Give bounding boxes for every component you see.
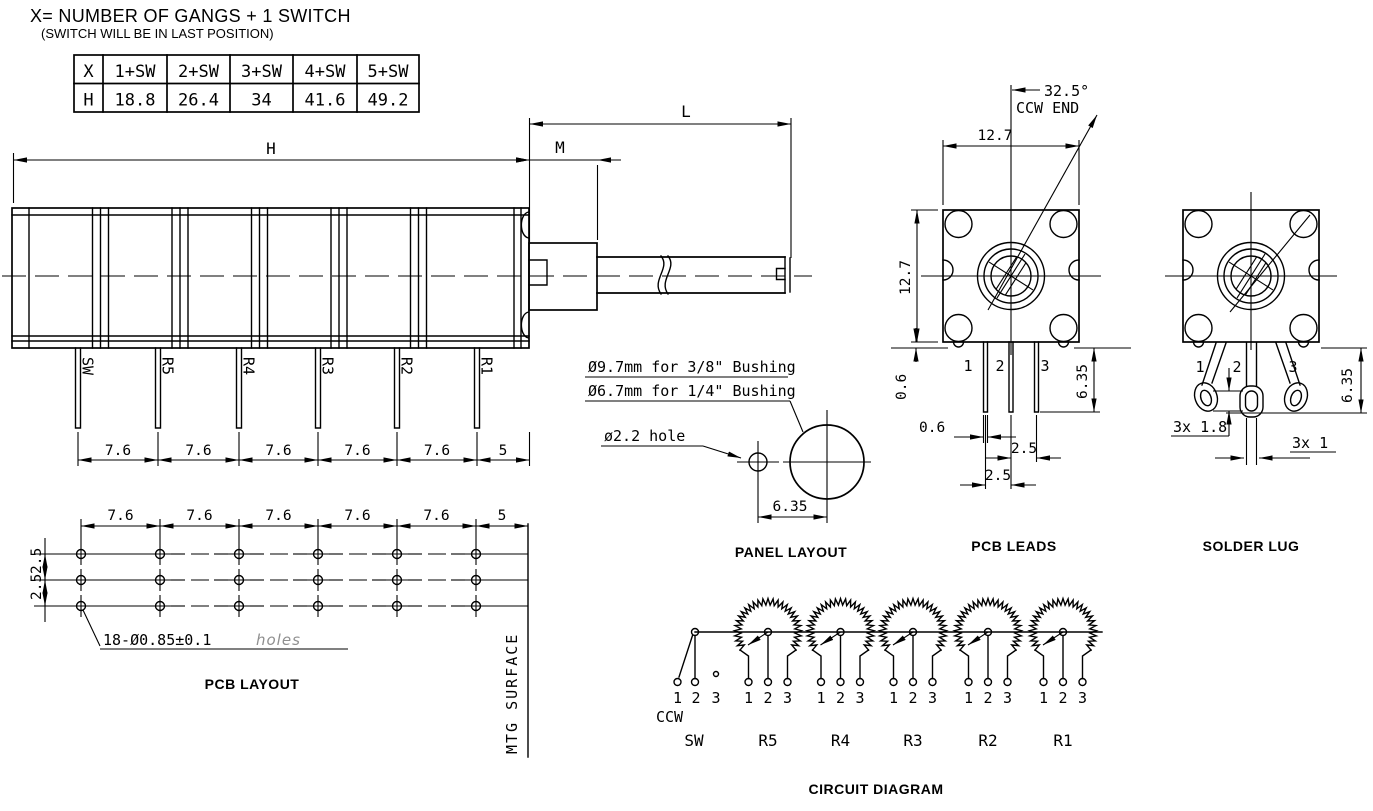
panel-layout-caption: PANEL LAYOUT — [734, 544, 848, 560]
svg-text:2.5: 2.5 — [1010, 441, 1038, 457]
ccw-end-label: CCW END — [1016, 99, 1080, 117]
table-cell: 3+SW — [241, 62, 282, 82]
pin-number: 3 — [1040, 357, 1050, 375]
pin-label: R4 — [239, 357, 258, 376]
svg-text:7.6: 7.6 — [107, 508, 134, 524]
table-cell: 18.8 — [114, 90, 156, 111]
svg-text:7.6: 7.6 — [423, 443, 451, 459]
svg-text:2.5: 2.5 — [29, 547, 45, 574]
pot-label: R4 — [830, 731, 851, 750]
switch-symbol — [656, 629, 721, 751]
svg-text:MTG SURFACE: MTG SURFACE — [503, 632, 521, 754]
dim-pitch-23 — [986, 415, 1061, 462]
table-row-header: H — [83, 90, 94, 111]
pin-label: R1 — [477, 357, 496, 376]
pin-spacing-dims — [78, 432, 530, 466]
side-view — [2, 102, 812, 466]
dim-hole-offset — [758, 499, 827, 517]
svg-text:0.6: 0.6 — [919, 420, 946, 436]
mount-clip-bottom — [521, 312, 528, 338]
holes-note — [83, 610, 348, 649]
svg-text:2: 2 — [908, 689, 918, 707]
svg-text:3: 3 — [1002, 689, 1013, 707]
dim-H — [14, 118, 530, 242]
svg-text:5: 5 — [497, 508, 507, 524]
circuit-diagram — [656, 599, 1102, 798]
svg-text:7.6: 7.6 — [265, 508, 292, 524]
dim-lug-slot — [1215, 418, 1336, 465]
svg-text:1: 1 — [743, 689, 754, 707]
pcb-row-lines — [81, 554, 528, 606]
dim-lead-width — [919, 415, 1016, 443]
svg-text:7.6: 7.6 — [423, 508, 450, 524]
pin-number: 1 — [1195, 358, 1205, 376]
svg-text:7.6: 7.6 — [265, 443, 292, 459]
ccw-label: CCW — [656, 708, 684, 726]
rotor-leader — [1230, 215, 1310, 312]
lugs — [1191, 343, 1312, 417]
dim-lug-hole — [1171, 368, 1243, 436]
mtg-surface — [503, 524, 528, 757]
pin-number: 3 — [1288, 358, 1298, 376]
pin-number: 1 — [672, 689, 683, 707]
svg-text:holes: holes — [256, 631, 301, 649]
panel-layout-view — [585, 358, 871, 560]
svg-text:L: L — [681, 102, 691, 121]
pcb-top-dims — [81, 508, 528, 543]
svg-text:3x 1.8: 3x 1.8 — [1173, 418, 1228, 436]
table-cell: 4+SW — [304, 62, 346, 82]
svg-text:6.35: 6.35 — [1075, 364, 1091, 399]
mount-clip-top — [521, 212, 528, 238]
svg-text:2: 2 — [1058, 689, 1068, 707]
svg-text:7.6: 7.6 — [344, 508, 371, 524]
pin-number: 1 — [963, 357, 973, 375]
pin-number: 2 — [691, 689, 701, 707]
pcb-leads-caption: PCB LEADS — [971, 538, 1057, 554]
circuit-caption: CIRCUIT DIAGRAM — [808, 781, 944, 797]
svg-text:3: 3 — [927, 689, 938, 707]
table-cell: 34 — [251, 90, 272, 111]
svg-text:32.5°: 32.5° — [1044, 82, 1090, 100]
pcb-layout-caption: PCB LAYOUT — [204, 676, 300, 692]
svg-text:5: 5 — [498, 443, 508, 459]
pin-label: R2 — [397, 357, 416, 376]
table-cell: 1+SW — [114, 62, 156, 82]
svg-text:2: 2 — [835, 689, 846, 707]
gang-dividers — [93, 208, 522, 348]
svg-text:3: 3 — [1077, 689, 1088, 707]
svg-text:7.6: 7.6 — [186, 508, 213, 524]
pot-label: R5 — [758, 731, 778, 750]
dim-L — [530, 102, 792, 258]
note-line1: X= NUMBER OF GANGS + 1 SWITCH — [30, 6, 351, 26]
svg-text:H: H — [266, 139, 276, 158]
side-view-pins — [76, 348, 496, 428]
gang-height-table — [74, 55, 419, 112]
svg-text:3: 3 — [782, 689, 793, 707]
switch-label: SW — [684, 731, 704, 750]
ccw-end-leader — [988, 115, 1097, 310]
pcb-layout-view — [29, 508, 528, 757]
note-line2: (SWITCH WILL BE IN LAST POSITION) — [41, 26, 274, 41]
potentiometers — [735, 599, 1097, 751]
pot-label: R3 — [903, 731, 923, 750]
svg-text:M: M — [555, 138, 565, 157]
dim-M — [506, 138, 621, 240]
svg-text:3x 1: 3x 1 — [1292, 434, 1329, 452]
table-cell: 49.2 — [367, 90, 409, 111]
svg-text:12.7: 12.7 — [977, 128, 1013, 144]
header-note — [30, 6, 351, 41]
pin-label: R3 — [318, 357, 337, 376]
bushing-note-38: Ø9.7mm for 3/8" Bushing — [588, 358, 796, 376]
svg-text:18-Ø0.85±0.1: 18-Ø0.85±0.1 — [103, 631, 212, 649]
hole-note: ø2.2 hole — [604, 427, 686, 445]
pot-body — [12, 208, 529, 348]
shaft-break — [658, 256, 664, 294]
svg-text:2: 2 — [763, 689, 773, 707]
svg-text:7.6: 7.6 — [104, 443, 132, 459]
table-col-header: X — [83, 62, 94, 82]
pcb-row-pitch-dims — [29, 538, 72, 622]
pin-number: 2 — [995, 357, 1005, 375]
pcb-leads-view — [891, 82, 1131, 554]
pin-number: 3 — [711, 689, 721, 707]
pin-label: SW — [78, 357, 97, 376]
svg-text:7.6: 7.6 — [185, 443, 212, 459]
svg-text:1: 1 — [1038, 689, 1049, 707]
svg-text:0.6: 0.6 — [894, 373, 910, 400]
pin-label: R5 — [158, 357, 177, 376]
lead-pins — [963, 342, 1049, 412]
svg-text:2: 2 — [983, 689, 993, 707]
pot-label: R1 — [1053, 731, 1073, 750]
svg-text:3: 3 — [855, 689, 865, 707]
table-cell: 5+SW — [367, 62, 409, 82]
svg-text:2.5: 2.5 — [984, 468, 1012, 484]
svg-text:6.35: 6.35 — [1340, 368, 1356, 403]
bushing-note-14: Ø6.7mm for 1/4" Bushing — [588, 382, 796, 400]
dim-standoff — [894, 328, 916, 400]
shaft — [597, 256, 790, 294]
pin-number: 2 — [1232, 358, 1242, 376]
svg-text:1: 1 — [888, 689, 899, 707]
svg-text:7.6: 7.6 — [344, 443, 371, 459]
solder-lug-view — [1165, 192, 1367, 554]
svg-text:1: 1 — [963, 689, 974, 707]
table-cell: 26.4 — [178, 90, 219, 111]
svg-text:1: 1 — [816, 689, 826, 707]
angle-dim — [1012, 82, 1089, 117]
table-cell: 2+SW — [178, 62, 219, 82]
svg-text:2.5: 2.5 — [29, 573, 45, 600]
svg-text:12.7: 12.7 — [898, 260, 914, 295]
table-cell: 41.6 — [304, 90, 346, 111]
pot-label: R2 — [978, 731, 998, 750]
solder-lug-caption: SOLDER LUG — [1202, 538, 1300, 554]
svg-text:6.35: 6.35 — [772, 499, 808, 515]
